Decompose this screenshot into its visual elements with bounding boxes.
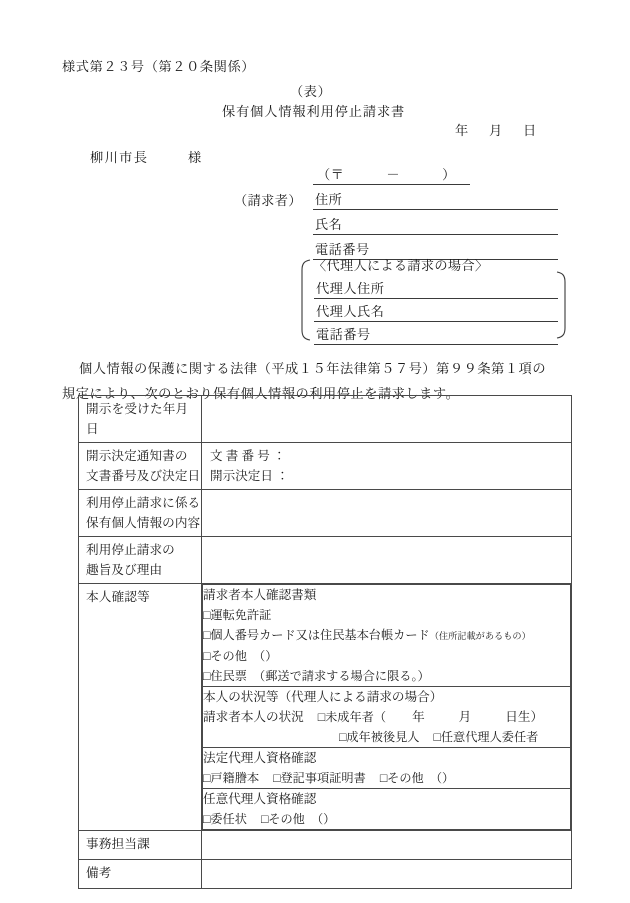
identity-group3-cell: [203, 748, 571, 789]
addressee-name: 柳川市長: [90, 150, 149, 165]
checkbox-minor[interactable]: □未成年者（: [317, 710, 387, 724]
requester-tel-label: 電話番号: [315, 242, 370, 257]
row-label-disclosure-date: [79, 396, 202, 443]
agent-brace-left-icon: [299, 258, 311, 342]
row-value-remarks[interactable]: [202, 860, 572, 889]
table-row: [79, 443, 572, 490]
date-month-label: 月: [489, 123, 503, 138]
principal-status-row-2: [203, 727, 570, 747]
label-line: 利用停止請求に係る: [86, 496, 201, 510]
row-label-remarks: [79, 860, 202, 889]
label-line: 開示を受けた年月日: [86, 402, 189, 436]
row-value-target-content[interactable]: [202, 490, 572, 537]
label-line: 保有個人情報の内容: [86, 516, 201, 530]
identity-subtable: [202, 584, 571, 830]
principal-status-label: 請求者本人の状況: [203, 710, 304, 724]
table-row: [79, 584, 572, 831]
label-line: 利用停止請求の: [86, 543, 175, 557]
paren-close: ）: [442, 771, 455, 785]
address-note: （住所記載があるもの）: [429, 631, 531, 641]
label-line: 趣旨及び理由: [86, 563, 163, 577]
paren-close: ）: [265, 649, 278, 663]
identity-group1-cell: [203, 585, 571, 687]
page-title: 保有個人情報利用停止請求書: [222, 104, 406, 119]
requester-zip-inner: [317, 164, 456, 183]
label-line: 開示決定通知書の: [86, 449, 188, 463]
checkbox-family-register[interactable]: □戸籍謄本: [203, 771, 260, 785]
decision-date-line: 開示決定日 ：: [210, 469, 289, 483]
group1-heading: 請求者本人確認書類: [203, 588, 317, 602]
checkbox-residence-certificate[interactable]: □住民票 （郵送で請求する場合に限る。）: [203, 669, 430, 683]
checkbox-adult-ward[interactable]: □成年被後見人: [339, 730, 420, 744]
group3-heading: 法定代理人資格確認: [203, 751, 317, 765]
group2-heading: 本人の状況等（代理人による請求の場合）: [203, 690, 443, 704]
agent-tel-field[interactable]: [314, 325, 558, 345]
row-label-purpose-reason: [79, 537, 202, 584]
agent-name-field[interactable]: [314, 302, 558, 322]
checkbox-label: □その他 （: [203, 649, 266, 663]
group4-heading: 任意代理人資格確認: [203, 792, 317, 806]
statute-line-2: 規定により、次のとおり保有個人情報の利用停止を請求します。: [62, 386, 460, 401]
requester-address-field[interactable]: [313, 190, 558, 210]
group4-checkbox-row: [203, 809, 570, 829]
side-label: （表）: [290, 84, 332, 99]
requester-name-field[interactable]: [313, 215, 558, 235]
requester-name-label: 氏名: [315, 217, 343, 232]
checkbox-other-voluntary[interactable]: □その他 （: [260, 812, 324, 826]
agent-section-heading: 〈代理人による請求の場合〉: [313, 258, 489, 273]
requester-address-label: 住所: [315, 192, 343, 207]
row-value-identity-verification: [202, 584, 572, 831]
requester-label: （請求者）: [234, 193, 302, 208]
checkbox-power-of-attorney[interactable]: □委任状: [203, 812, 247, 826]
statute-line-1: 個人情報の保護に関する法律（平成１５年法律第５７号）第９９条第１項の: [79, 361, 547, 376]
row-label-decision-notice: [79, 443, 202, 490]
zip-dash: －: [386, 167, 401, 182]
row-label-target-content: [79, 490, 202, 537]
row-value-disclosure-date[interactable]: [202, 396, 572, 443]
checkbox-other-doc[interactable]: [203, 646, 570, 666]
minor-year: 年: [412, 710, 425, 724]
doc-number-line: 文 書 番 号 ：: [210, 449, 286, 463]
label-line: 備考: [86, 866, 112, 880]
request-detail-table: [78, 395, 572, 889]
label-line: 本人確認等: [86, 590, 150, 604]
table-row: [79, 537, 572, 584]
identity-group-voluntary-agent: [203, 789, 571, 830]
row-value-purpose-reason[interactable]: [202, 537, 572, 584]
form-number: 様式第２３号（第２０条関係）: [62, 59, 256, 74]
checkbox-other-statutory[interactable]: □その他 （: [379, 771, 443, 785]
identity-group-applicant-docs: [203, 585, 571, 687]
agent-tel-label: 電話番号: [316, 327, 371, 342]
checkbox-drivers-license[interactable]: □運転免許証: [203, 608, 272, 622]
date-line: [455, 120, 537, 139]
checkbox-voluntary-delegator[interactable]: □任意代理人委任者: [433, 730, 539, 744]
row-value-decision-notice[interactable]: [202, 443, 572, 490]
date-year-label: 年: [455, 123, 469, 138]
date-day-label: 日: [523, 123, 537, 138]
agent-address-label: 代理人住所: [316, 281, 385, 296]
table-row: [79, 490, 572, 537]
minor-month: 月: [458, 710, 472, 724]
zip-open: （〒: [317, 167, 345, 182]
identity-group-statutory-agent: [203, 748, 571, 789]
requester-zip-field[interactable]: [313, 165, 470, 185]
checkbox-label: □個人番号カード又は住民基本台帳カード: [203, 628, 430, 642]
group3-checkbox-row: [203, 768, 570, 788]
addressee-honorific: 様: [188, 150, 202, 165]
row-value-handling-department[interactable]: [202, 831, 572, 860]
paren-close: ）: [323, 812, 336, 826]
label-line: 文書番号及び決定日: [86, 469, 201, 483]
label-line: 事務担当課: [86, 837, 150, 851]
identity-group4-cell: [203, 789, 571, 830]
zip-close: ）: [442, 167, 456, 182]
table-row: [79, 860, 572, 889]
identity-group2-cell: [203, 687, 571, 748]
table-row: [79, 396, 572, 443]
checkbox-registry-certificate[interactable]: □登記事項証明書: [273, 771, 366, 785]
agent-address-field[interactable]: [314, 279, 558, 299]
identity-group-principal-status: [203, 687, 571, 748]
agent-name-label: 代理人氏名: [316, 304, 385, 319]
checkbox-mynumber-or-juki-card[interactable]: [203, 625, 570, 646]
table-row: [79, 831, 572, 860]
row-label-handling-department: [79, 831, 202, 860]
principal-status-row: [203, 707, 570, 727]
minor-day: 日生）: [505, 710, 544, 724]
row-label-identity-verification: [79, 584, 202, 831]
